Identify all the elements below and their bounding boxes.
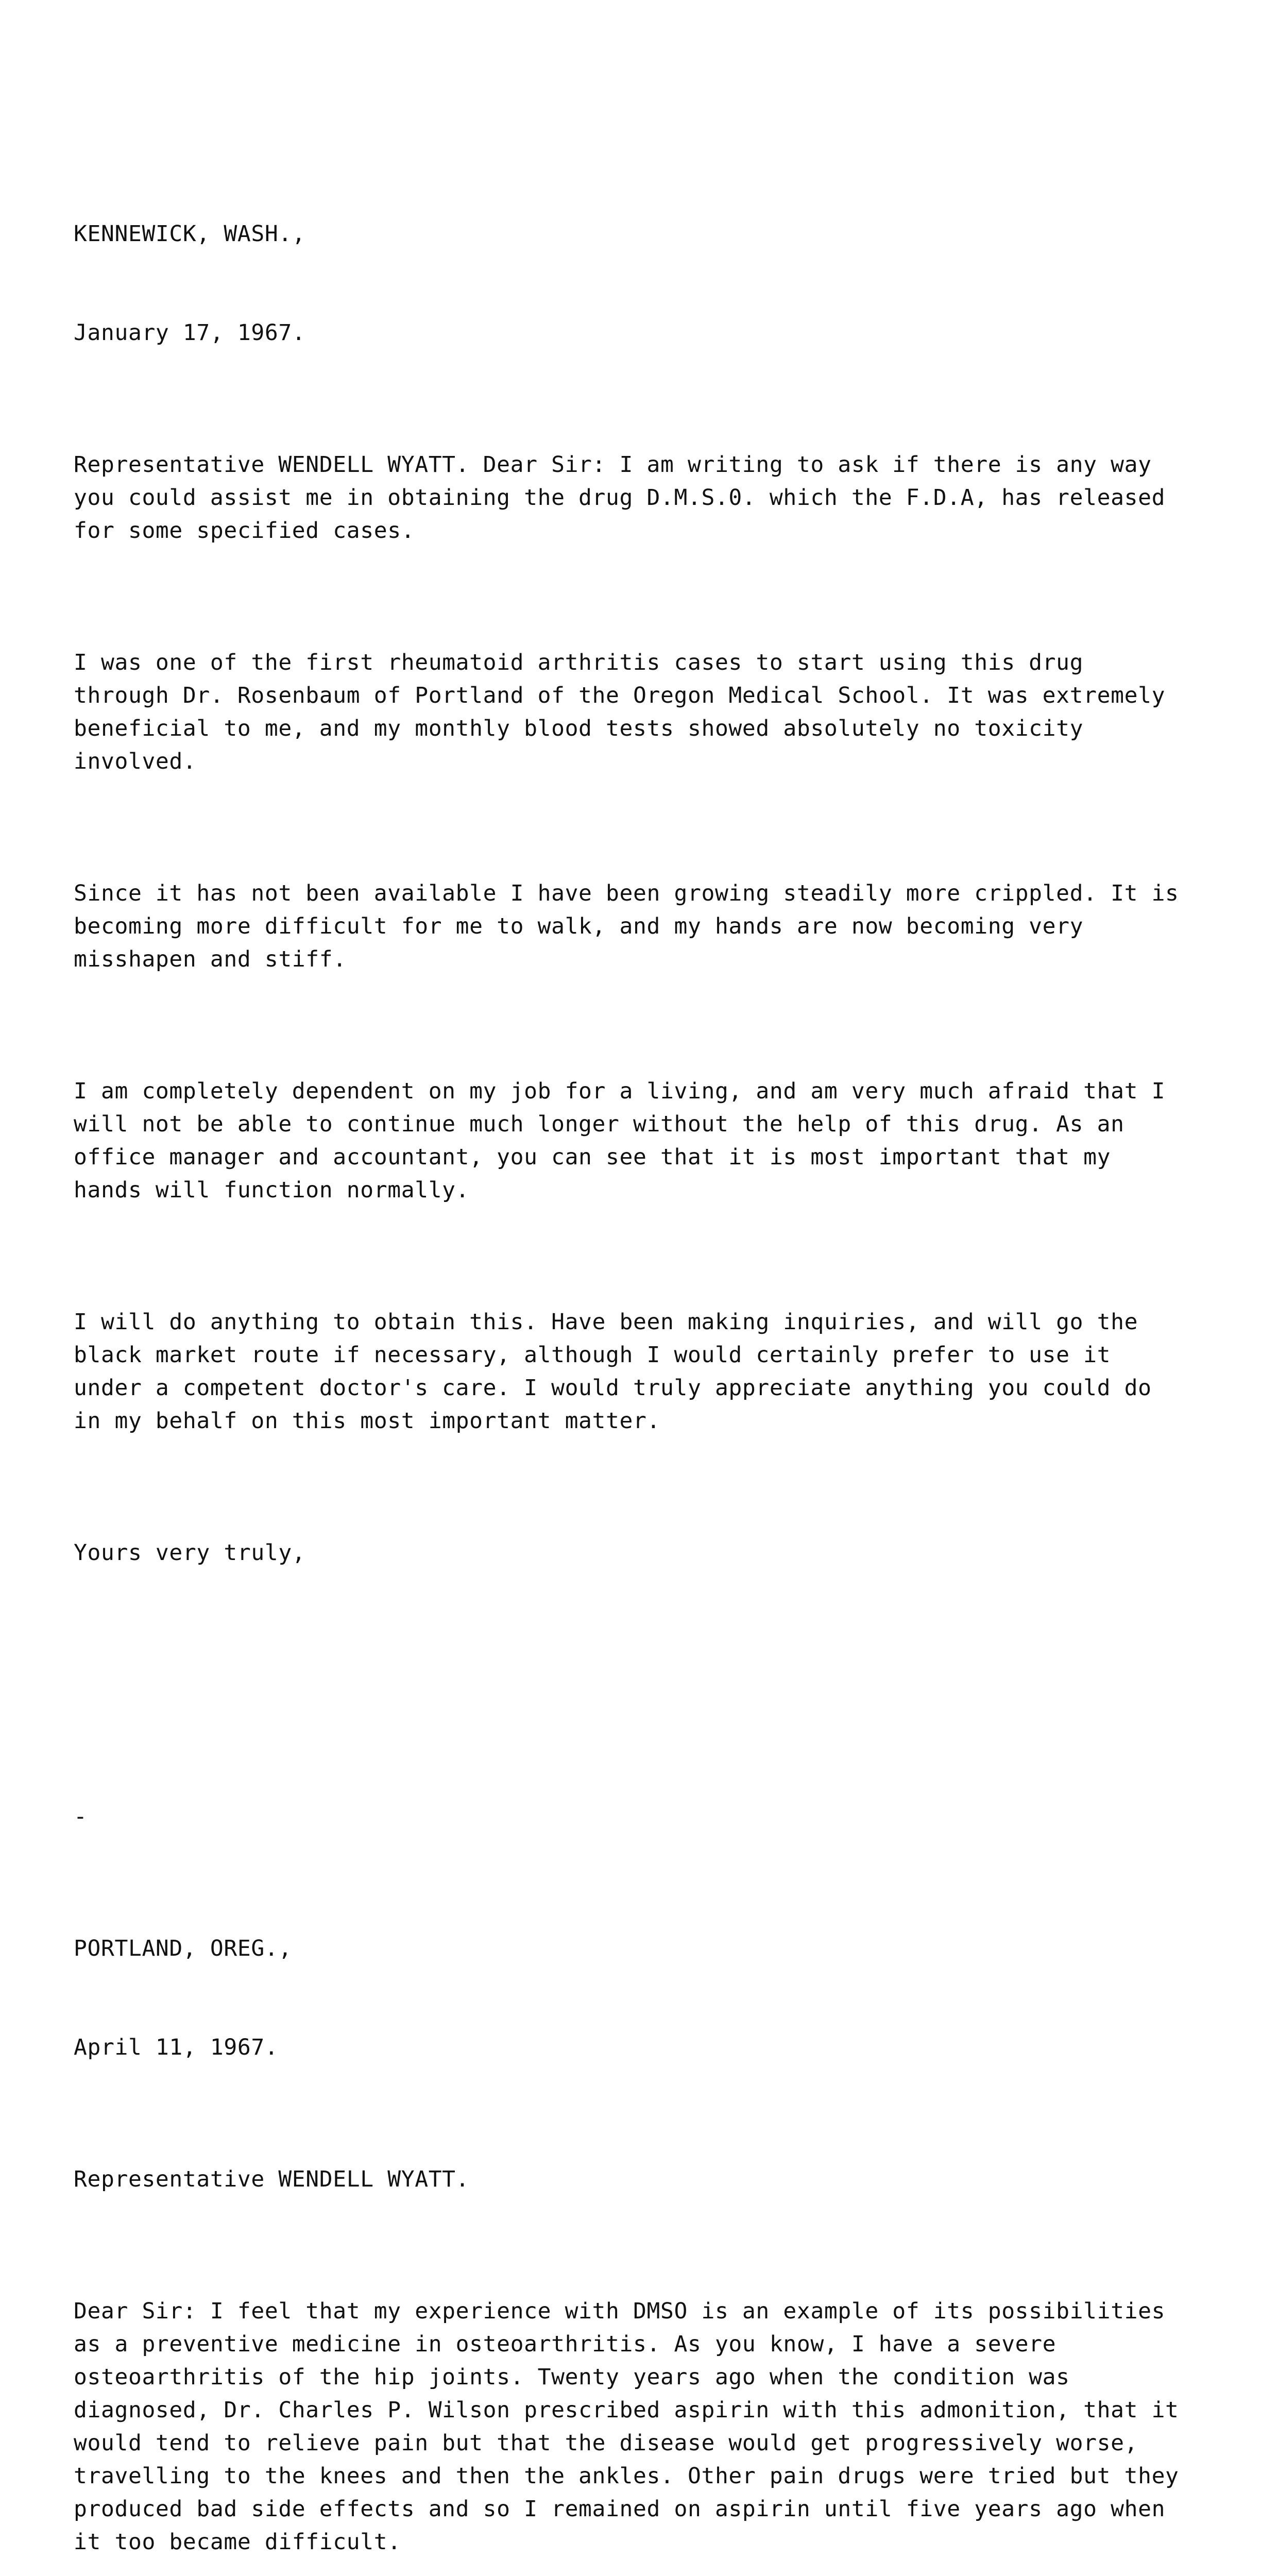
letter-2-date: April 11, 1967. bbox=[74, 2035, 279, 2060]
letter-2-addressee: Representative WENDELL WYATT. bbox=[74, 2166, 470, 2192]
letter-2-place: PORTLAND, OREG., bbox=[74, 1936, 292, 1961]
letter-1-paragraph: Representative WENDELL WYATT. Dear Sir: I am writing to ask if there is any way you could assist me in obtaining the drug D.M.S.0. which the F.D.A, has released for some specified cases. bbox=[74, 452, 1166, 544]
document-page bbox=[74, 86, 1207, 2576]
letter-1-paragraph: I will do anything to obtain this. Have been making inquiries, and will go the black market route if necessary, although I would certainly prefer to use it under a competent doctor's care. I would truly appreciate anything you could do in my behalf on this most important matter. bbox=[74, 1309, 1152, 1434]
letter-1-place: KENNEWICK, WASH., bbox=[74, 221, 306, 247]
letter-1 bbox=[74, 151, 1207, 1668]
letter-1-closing: Yours very truly, bbox=[74, 1540, 306, 1566]
letter-1-date: January 17, 1967. bbox=[74, 320, 306, 346]
letter-2 bbox=[74, 1734, 1207, 2576]
letter-2-paragraph: Dear Sir: I feel that my experience with DMSO is an example of its possibilities as a preventive medicine in osteoarthritis. As you know, I have a severe osteoarthritis of the hip joints. Twenty years ago when the condition was diagnosed, Dr. Charles P. Wilson prescribed aspirin with this admonition, that it would tend to relieve pain but that the disease would get progressively worse, travelling to the knees and then the ankles. Other pain drugs were tried but they produced bad side effects and so I remained on aspirin until five years ago when it too became difficult. bbox=[74, 2298, 1179, 2555]
letter-1-paragraph: I am completely dependent on my job for a living, and am very much afraid that I will not be able to continue much longer without the help of this drug. As an office manager and accountant, you can see that it is most important that my hands will function normally. bbox=[74, 1078, 1166, 1203]
letter-1-paragraph: Since it has not been available I have been growing steadily more crippled. It is becoming more difficult for me to walk, and my hands are now becoming very misshapen and stiff. bbox=[74, 880, 1179, 972]
letter-separator: - bbox=[74, 1804, 88, 1829]
letter-1-paragraph: I was one of the first rheumatoid arthritis cases to start using this drug through Dr. Rosenbaum of Portland of the Oregon Medical School. It was extremely beneficial to me, and my monthly blood tests showed absolutely no toxicity involved. bbox=[74, 650, 1166, 774]
